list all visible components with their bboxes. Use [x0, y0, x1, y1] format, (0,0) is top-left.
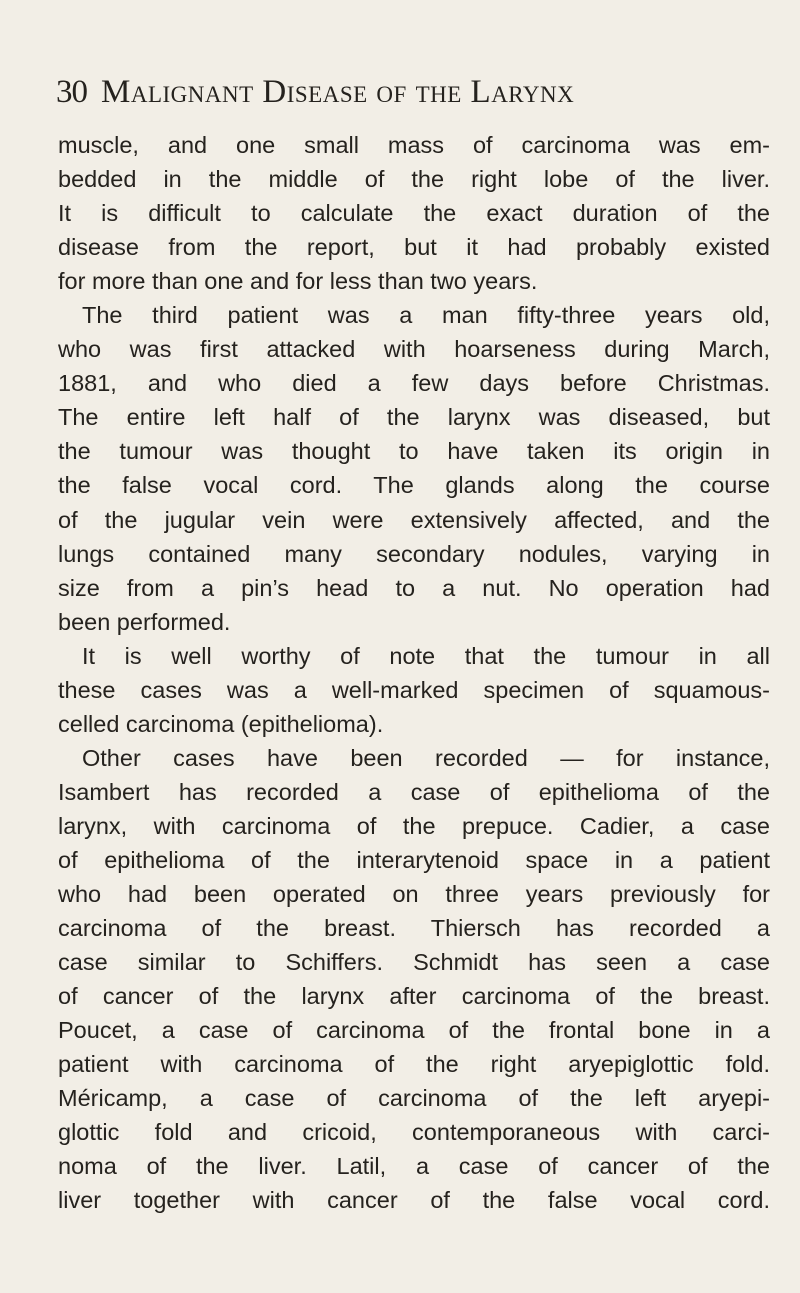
- text-line: for more than one and for less than two years.: [58, 268, 538, 295]
- text-line: of the jugular vein were extensively affected, and the: [58, 506, 770, 533]
- text-line: who was first attacked with hoarseness during March,: [58, 336, 770, 363]
- text-line: glottic fold and cricoid, contemporaneous with carci-: [58, 1119, 770, 1146]
- text-line: these cases was a well-marked specimen of squamous-: [58, 676, 770, 703]
- text-line: carcinoma of the breast. Thiersch has recorded a: [58, 915, 770, 942]
- text-line: patient with carcinoma of the right aryepiglottic fold.: [58, 1051, 770, 1078]
- text-line: 1881, and who died a few days before Christmas.: [58, 370, 770, 397]
- text-line: who had been operated on three years previously for: [58, 881, 770, 908]
- text-line: muscle, and one small mass of carcinoma was em-: [58, 132, 770, 158]
- text-line: Méricamp, a case of carcinoma of the left aryepi-: [58, 1085, 770, 1112]
- text-line: been performed.: [58, 608, 231, 635]
- text-line: case similar to Schiffers. Schmidt has seen a case: [58, 949, 770, 976]
- text-line: size from a pin’s head to a nut. No operation had: [58, 574, 770, 601]
- text-line: of cancer of the larynx after carcinoma of the breast.: [58, 983, 770, 1010]
- running-head: [56, 72, 756, 112]
- body-text: [58, 128, 770, 1218]
- text-line: Isambert has recorded a case of epithelioma of the: [58, 778, 770, 805]
- text-line: It is difficult to calculate the exact duration of the: [58, 200, 770, 227]
- text-line: celled carcinoma (epithelioma).: [58, 710, 384, 737]
- paragraph-start-line: It is well worthy of note that the tumour in all: [82, 642, 770, 669]
- text-line: bedded in the middle of the right lobe of the liver.: [58, 166, 770, 193]
- text-line: of epithelioma of the interarytenoid space in a patient: [58, 846, 770, 873]
- text-line: the tumour was thought to have taken its origin in: [58, 438, 770, 465]
- paragraph-start-line: Other cases have been recorded — for instance,: [82, 744, 770, 771]
- running-title: Malignant Disease of the Larynx: [101, 74, 575, 110]
- text-line: The entire left half of the larynx was diseased, but: [58, 404, 770, 431]
- text-line: Poucet, a case of carcinoma of the frontal bone in a: [58, 1017, 770, 1044]
- text-line: liver together with cancer of the false vocal cord.: [58, 1187, 770, 1214]
- text-line: disease from the report, but it had probably existed: [58, 234, 770, 261]
- text-line: lungs contained many secondary nodules, varying in: [58, 540, 770, 567]
- text-line: larynx, with carcinoma of the prepuce. Cadier, a case: [58, 812, 770, 839]
- text-line: the false vocal cord. The glands along the course: [58, 472, 770, 499]
- text-line: noma of the liver. Latil, a case of cancer of the: [58, 1153, 770, 1180]
- page-number: 30: [56, 74, 87, 110]
- paragraph-start-line: The third patient was a man fifty-three years old,: [82, 302, 770, 329]
